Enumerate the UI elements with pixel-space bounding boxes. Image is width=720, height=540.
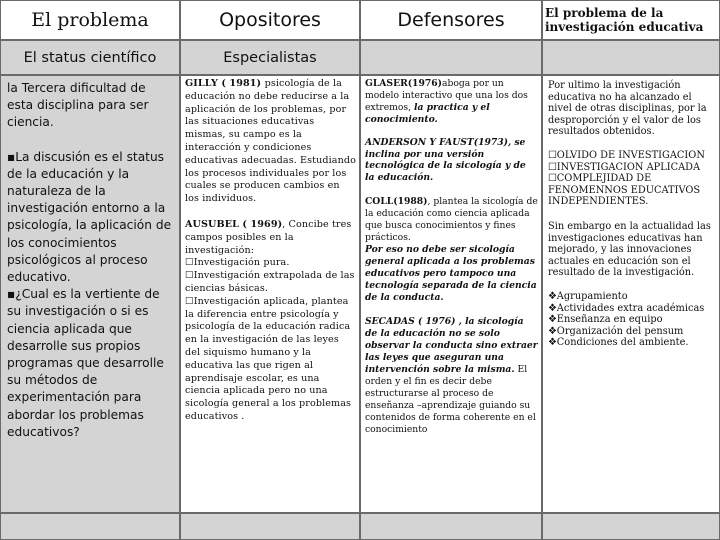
header-el-problema-text: El problema (31, 9, 149, 31)
diamond-bullet-icon: ❖ (548, 337, 557, 349)
ausubel-text: , Concibe tres campos posibles en la investigación: (185, 218, 352, 256)
list-item (185, 270, 356, 296)
coll-italic: Por eso no debe ser sicología general aplicada a los problemas educativos pero tampoco una tecnología separada de la ciencia de la conducta. (365, 243, 537, 303)
footer-cell-3 (360, 513, 542, 540)
checkbox-icon: ☐ (185, 270, 194, 282)
col2-content (180, 75, 360, 513)
anderson-block (365, 137, 538, 185)
list-item (548, 314, 715, 326)
bullet-icon: ▪ (7, 149, 16, 164)
coll-name: COLL(1988) (365, 196, 428, 208)
col1-paragraph-1: la Tercera dificultad de esta disciplina para ser ciencia. (7, 81, 149, 130)
list-item (548, 162, 715, 174)
checkbox-icon: ☐ (548, 173, 557, 185)
list-item-text: Agrupamiento (556, 290, 628, 302)
list-item (548, 326, 715, 338)
secadas-italic: SECADAS ( 1976) , la sicología de la educación no se solo observar la conducta sino extraer las leyes que aseguran una intervención sobre la misma. (365, 316, 538, 376)
glaser-italic: la practica y el conocimiento. (365, 101, 490, 125)
list-item (548, 173, 715, 208)
col3-content (360, 75, 542, 513)
list-item-text: Enseñanza en equipo (556, 314, 663, 326)
diamond-bullet-icon: ❖ (548, 314, 557, 326)
list-item-text: Condiciones del ambiente. (556, 337, 689, 349)
gilly-text: psicología de la educación no debe reducirse a la aplicación de los problemas, por las situaciones educativas mismas, su campo es la interacción y condiciones educativas adecuadas. Estudiando los procesos individuales por los cuales se producen cambios en los individuos. (185, 78, 357, 205)
subheader-especialistas-text: Especialistas (223, 49, 317, 66)
checkbox-icon: ☐ (185, 257, 194, 269)
col4-paragraph-1: Por ultimo la investigación educativa no ha alcanzado el nivel de otras disciplinas, por la desproporción y el valor de los resultados obtenidos. (548, 80, 707, 138)
list-item (185, 296, 356, 424)
list-item (548, 150, 715, 162)
list-item (548, 291, 715, 303)
glaser-text: aboga por un modelo interactivo que una los dos extremos, (365, 78, 528, 113)
subheader-status-cientifico-text: El status científico (23, 49, 157, 66)
anderson-text: ANDERSON Y FAUST(1973), se inclina por una versión tecnológica de la sicología y de la educación. (365, 136, 526, 184)
header-problema-investigacion-text: El problema de la investigación educativa (545, 6, 704, 34)
col1-paragraph-3-text: ¿Cual es la vertiente de su investigación o si es ciencia aplicada que desarrolle sus propios programas que desarrolle su métodos de experimentación para abordar los problemas educativos? (7, 287, 164, 439)
bullet-icon: ▪ (7, 287, 16, 302)
subheader-empty-4 (542, 40, 720, 75)
secadas-block (365, 316, 538, 435)
coll-block (365, 196, 538, 303)
list-item-text: Investigación aplicada, plantea la diferencia entre psicología y psicología de la educación radica en la investigación de las leyes del siquismo humano y la educativa las que rigen al aprendisaje escolar, es una ciencia aplicada pero no una sicología general a los problemas educativos . (185, 295, 352, 422)
glaser-block (365, 78, 538, 126)
header-opositores (180, 0, 360, 40)
glaser-name: GLASER(1976) (365, 78, 442, 89)
header-defensores-text: Defensores (397, 9, 505, 31)
footer-cell-1 (0, 513, 180, 540)
col4-list-2 (548, 291, 715, 349)
secadas-text: El orden y el fin es decir debe estructurarse al proceso de enseñanza –aprendizaje guiando su contenidos de forma coherente en el conocimiento (365, 364, 536, 435)
gilly-name: GILLY ( 1981) (185, 78, 265, 89)
list-item (548, 337, 715, 349)
coll-text: , plantea la sicología de la educación como ciencia aplicada que busca conocimientos y fines prácticos. (365, 196, 538, 243)
subheader-especialistas (180, 40, 360, 75)
col1-paragraph-3 (7, 286, 175, 441)
list-item-text: OLVIDO DE INVESTIGACION (556, 149, 705, 161)
list-item (185, 257, 356, 270)
footer-cell-2 (180, 513, 360, 540)
col1-paragraph-2-text: La discusión es el status de la educación y la naturaleza de la investigación entorno a la psicología, la aplicación de los conocimientos psicológicos al proceso educativo. (7, 149, 172, 285)
header-el-problema (0, 0, 180, 40)
subheader-empty-3 (360, 40, 542, 75)
footer-cell-4 (542, 513, 720, 540)
list-item-text: Organización del pensum (556, 325, 684, 337)
list-item-text: INVESTIGACION APLICADA (556, 161, 701, 173)
header-opositores-text: Opositores (219, 9, 321, 31)
col1-paragraph-2 (7, 149, 175, 287)
col1-content (0, 75, 180, 513)
checkbox-icon: ☐ (548, 149, 557, 161)
ausubel-block (185, 219, 356, 257)
ausubel-name: AUSUBEL ( 1969) (185, 218, 283, 230)
col4-content (542, 75, 720, 513)
list-item-text: Investigación extrapolada de las ciencias básicas. (185, 270, 355, 294)
list-item-text: COMPLEJIDAD DE FENOMENNOS EDUCATIVOS INDEPENDIENTES. (548, 173, 701, 208)
list-item-text: Investigación pura. (193, 257, 290, 269)
gilly-block (185, 78, 356, 206)
list-item (548, 303, 715, 315)
ausubel-list (185, 257, 356, 423)
checkbox-icon: ☐ (548, 161, 557, 173)
col4-paragraph-2: Sin embargo en la actualidad las investigaciones educativas han mejorado, y las innovaciones actuales en educación son el resultado de la investigación. (548, 220, 711, 279)
diamond-bullet-icon: ❖ (548, 302, 557, 314)
subheader-status-cientifico (0, 40, 180, 75)
diamond-bullet-icon: ❖ (548, 325, 557, 337)
header-problema-investigacion (542, 0, 720, 40)
header-defensores (360, 0, 542, 40)
checkbox-icon: ☐ (185, 295, 194, 307)
col4-list-1 (548, 150, 715, 208)
list-item-text: Actividades extra académicas (556, 302, 705, 314)
diamond-bullet-icon: ❖ (548, 290, 557, 302)
